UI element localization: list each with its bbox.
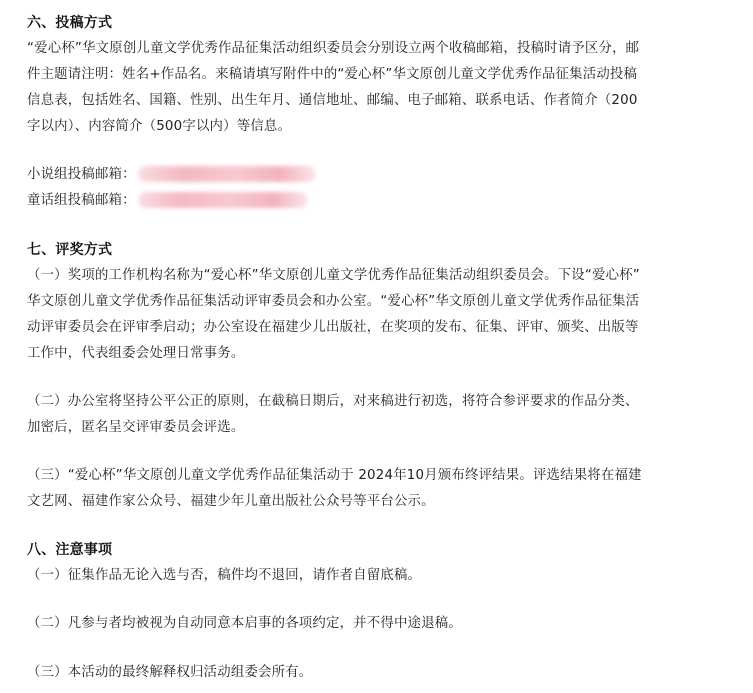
email-fairy-label: 童话组投稿邮箱： xyxy=(27,193,136,208)
paragraph-line: “爱心杯”华文原创儿童文学优秀作品征集活动组织委员会分别设立两个收稿邮箱，投稿时请予区分，邮 xyxy=(27,41,640,56)
notes-item-3: （三）本活动的最终解释权归活动组委会所有。 xyxy=(27,665,313,680)
email-novel-label: 小说组投稿邮箱： xyxy=(27,167,136,182)
redacted-email-novel xyxy=(138,166,316,182)
email-novel-row xyxy=(27,166,316,184)
paragraph-line: 文艺网、福建作家公众号、福建少年儿童出版社公众号等平台公示。 xyxy=(27,494,435,509)
paragraph-line: 华文原创儿童文学优秀作品征集活动评审委员会和办公室。“爱心杯”华文原创儿童文学优秀作品征集活 xyxy=(27,294,640,309)
notes-item-2: （二）凡参与者均被视为自动同意本启事的各项约定，并不得中途退稿。 xyxy=(27,616,462,631)
paragraph-line: 工作中，代表组委会处理日常事务。 xyxy=(27,346,245,361)
email-fairy-row xyxy=(27,192,308,210)
notes-item-1: （一）征集作品无论入选与否，稿件均不退回，请作者自留底稿。 xyxy=(27,568,422,583)
section-heading-notes: 八、注意事项 xyxy=(27,542,113,558)
paragraph-line: （二）办公室将坚持公平公正的原则，在截稿日期后，对来稿进行初选，将符合参评要求的作品分类、 xyxy=(27,394,639,409)
paragraph-line: 加密后，匿名呈交评审委员会评选。 xyxy=(27,420,245,435)
paragraph-line: 字以内）、内容简介（500字以内）等信息。 xyxy=(27,119,292,134)
paragraph-line: （三）“爱心杯”华文原创儿童文学优秀作品征集活动于 2024年10月颁布终评结果。评选结果将在福建 xyxy=(27,468,642,483)
paragraph-line: 信息表，包括姓名、国籍、性别、出生年月、通信地址、邮编、电子邮箱、联系电话、作者简介（200 xyxy=(27,93,638,108)
paragraph-line: 件主题请注明：姓名+作品名。来稿请填写附件中的“爱心杯”华文原创儿童文学优秀作品征集活动投稿 xyxy=(27,67,638,82)
paragraph-line: 动评审委员会在评审季启动；办公室设在福建少儿出版社，在奖项的发布、征集、评审、颁奖、出版等 xyxy=(27,320,639,335)
section-heading-judging: 七、评奖方式 xyxy=(27,242,113,258)
redacted-email-fairy xyxy=(138,192,308,208)
paragraph-line: （一）奖项的工作机构名称为“爱心杯”华文原创儿童文学优秀作品征集活动组织委员会。下设“爱心杯” xyxy=(27,268,640,283)
section-heading-submission: 六、投稿方式 xyxy=(27,15,113,31)
